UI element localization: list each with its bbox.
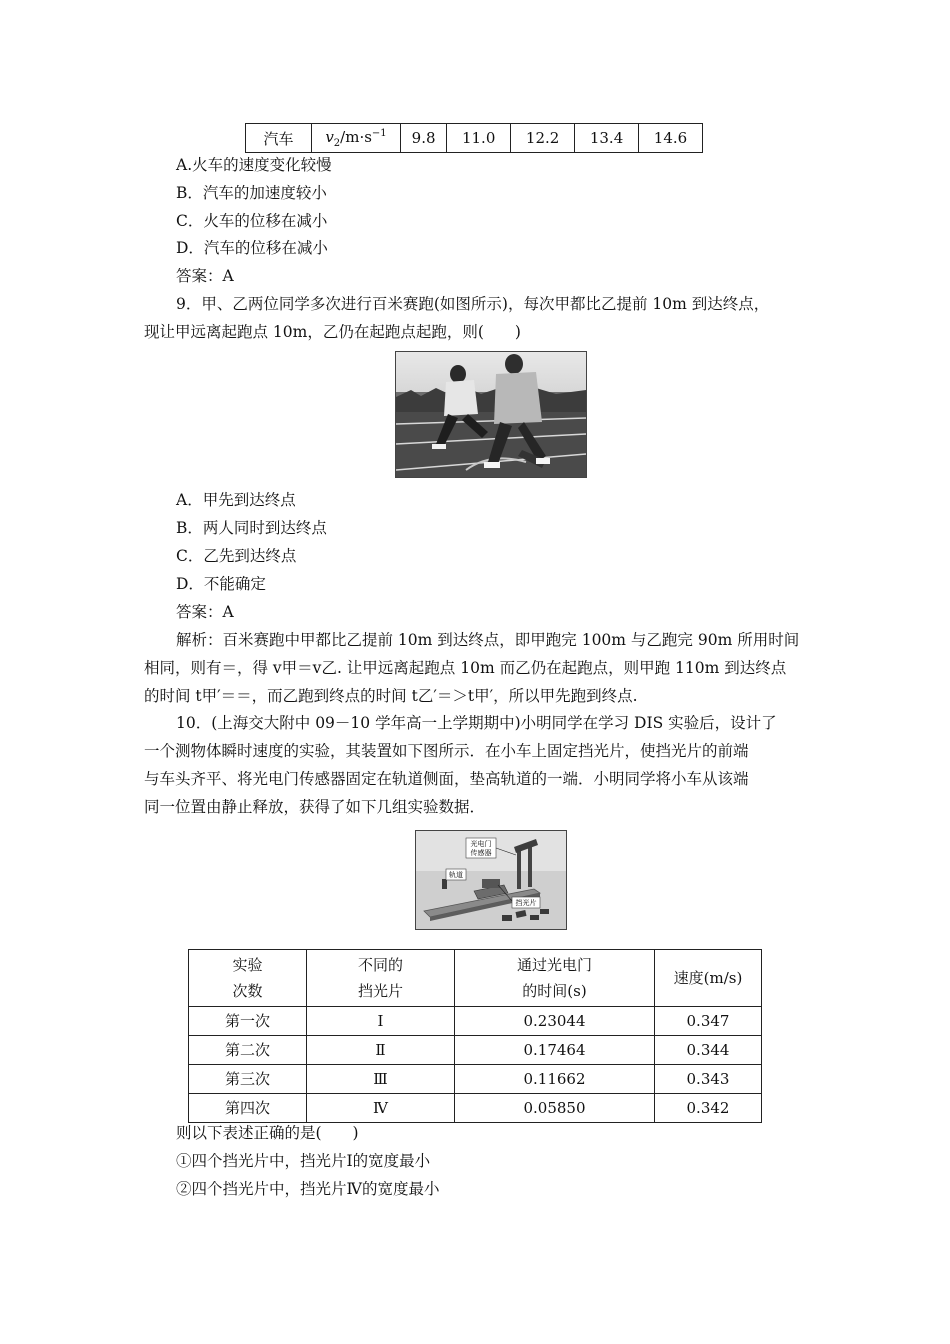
table-row: 第四次 Ⅳ 0.05850 0.342	[189, 1094, 762, 1123]
sprint-race-photo	[395, 351, 587, 478]
row-label: 汽车	[246, 124, 312, 153]
sensor-label-1: 光电门	[470, 840, 492, 848]
q9-option-c: C．乙先到达终点	[176, 547, 297, 565]
value-cell: 13.4	[575, 124, 639, 153]
q9-option-b: B．两人同时到达终点	[176, 519, 327, 537]
vehicle-speed-table	[245, 123, 703, 153]
q9-analysis-line1: 解析：百米赛跑中甲都比乙提前 10m 到达终点，即甲跑完 100m 与乙跑完 90m 所用时间	[176, 631, 800, 649]
header-trial: 实验 次数	[189, 950, 307, 1007]
header-time: 通过光电门 的时间(s)	[455, 950, 655, 1007]
table-row: 第二次 Ⅱ 0.17464 0.344	[189, 1036, 762, 1065]
apparatus-illustration	[416, 831, 566, 929]
value-cell: 12.2	[511, 124, 575, 153]
sensor-label-2: 传感器	[470, 849, 492, 857]
dis-apparatus-photo	[415, 830, 567, 930]
q9-stem-line1: 9．甲、乙两位同学多次进行百米赛跑(如图所示)，每次甲都比乙提前 10m 到达终点，	[176, 295, 770, 313]
value-cell: 9.8	[401, 124, 447, 153]
experiment-data-table	[188, 949, 762, 1123]
table-row: 第三次 Ⅲ 0.11662 0.343	[189, 1065, 762, 1094]
q9-stem-line2: 现让甲远离起跑点 10m，乙仍在起跑点起跑，则( )	[144, 323, 521, 341]
q10-statement-1: ①四个挡光片中，挡光片Ⅰ的宽度最小	[176, 1152, 431, 1170]
q10-stem-line3: 与车头齐平、将光电门传感器固定在轨道侧面，垫高轨道的一端．小明同学将小车从该端	[144, 770, 749, 788]
q8-option-d: D．汽车的位移在减小	[176, 239, 328, 257]
q10-stem-line1: 10．(上海交大附中 09－10 学年高一上学期期中)小明同学在学习 DIS 实验后，设计了	[176, 714, 777, 732]
table-header-row	[189, 950, 762, 1007]
q10-stem-line4: 同一位置由静止释放，获得了如下几组实验数据．	[144, 798, 486, 816]
q8-option-c: C．火车的位移在减小	[176, 212, 328, 230]
q10-statement-2: ②四个挡光片中，挡光片Ⅳ的宽度最小	[176, 1180, 440, 1198]
q10-question: 则以下表述正确的是( )	[176, 1124, 359, 1142]
q8-option-a: A.火车的速度变化较慢	[176, 156, 332, 174]
sprint-race-illustration	[396, 352, 586, 477]
value-cell: 14.6	[639, 124, 703, 153]
header-shutter: 不同的 挡光片	[307, 950, 455, 1007]
track-label: 轨道	[449, 871, 463, 879]
table-row	[246, 124, 703, 153]
q8-answer: 答案：A	[176, 267, 234, 285]
q9-option-d: D．不能确定	[176, 575, 266, 593]
value-cell: 11.0	[447, 124, 511, 153]
q9-option-a: A．甲先到达终点	[176, 491, 296, 509]
shutter-label: 挡光片	[515, 899, 537, 907]
q10-stem-line2: 一个测物体瞬时速度的实验，其装置如下图所示．在小车上固定挡光片，使挡光片的前端	[144, 742, 749, 760]
q8-option-b: B．汽车的加速度较小	[176, 184, 327, 202]
q9-answer: 答案：A	[176, 603, 234, 621]
unit-cell: $v_2/m\cdot s^{-1}$	[312, 124, 401, 153]
q9-analysis-line2: 相同，则有＝，得 v甲＝v乙. 让甲远离起跑点 10m 而乙仍在起跑点，则甲跑 110m 到达终点	[144, 659, 787, 677]
header-speed: 速度(m/s)	[655, 950, 762, 1007]
table-row: 第一次 Ⅰ 0.23044 0.347	[189, 1007, 762, 1036]
q9-analysis-line3: 的时间 t甲′＝＝，而乙跑到终点的时间 t乙′＝＞t甲′，所以甲先跑到终点.	[144, 687, 638, 705]
